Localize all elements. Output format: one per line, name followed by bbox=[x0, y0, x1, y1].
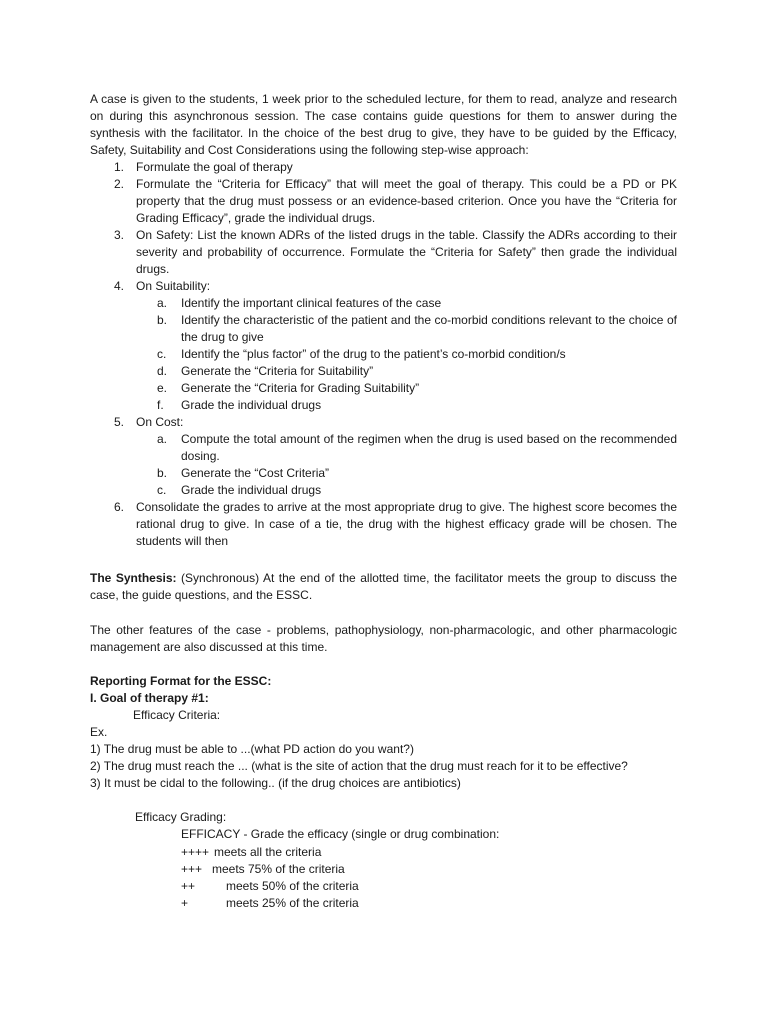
example-label: Ex. bbox=[90, 725, 108, 739]
sub-letter: f. bbox=[157, 398, 164, 412]
grade-text: meets all the criteria bbox=[214, 845, 322, 859]
sub-item bbox=[90, 380, 677, 397]
synthesis-label: The Synthesis: bbox=[90, 571, 177, 585]
step-number: 4. bbox=[114, 279, 125, 293]
grading-intro: EFFICACY - Grade the efficacy (single or drug combination: bbox=[181, 827, 500, 841]
step-item bbox=[90, 278, 677, 295]
sub-item bbox=[90, 312, 677, 346]
step-item bbox=[90, 414, 677, 431]
sub-letter: d. bbox=[157, 364, 168, 378]
sub-letter: e. bbox=[157, 381, 168, 395]
goal-heading: I. Goal of therapy #1: bbox=[90, 691, 209, 705]
step-number: 5. bbox=[114, 415, 125, 429]
grade-symbol: ++ bbox=[181, 879, 196, 893]
example-line: 3) It must be cidal to the following.. (if the drug choices are antibiotics) bbox=[90, 776, 461, 790]
grade-symbol: +++ bbox=[181, 862, 203, 876]
sub-text: Generate the “Criteria for Grading Suitability” bbox=[181, 381, 420, 395]
sub-letter: b. bbox=[157, 466, 168, 480]
step-item bbox=[90, 176, 677, 227]
sub-text: Identify the “plus factor” of the drug to the patient’s co-morbid condition/s bbox=[181, 347, 566, 361]
step-text: Consolidate the grades to arrive at the most appropriate drug to give. The highest score becomes the rational drug to give. In case of a tie, the drug with the highest efficacy grade will be chosen. The students will then bbox=[136, 500, 677, 548]
grade-symbol: ++++ bbox=[181, 845, 210, 859]
step-number: 2. bbox=[114, 177, 125, 191]
sub-text: Identify the characteristic of the patient and the co-morbid conditions relevant to the choice of the drug to give bbox=[181, 313, 677, 344]
sub-text: Generate the “Cost Criteria” bbox=[181, 466, 330, 480]
step-item bbox=[90, 227, 677, 278]
step-item bbox=[90, 499, 677, 550]
synthesis-text: (Synchronous) At the end of the allotted time, the facilitator meets the group to discuss the case, the guide questions, and the ESSC. bbox=[90, 571, 677, 602]
step-text: Formulate the “Criteria for Efficacy” that will meet the goal of therapy. This could be a PD or PK property that the drug must possess or an evidence-based criterion. Once you have the “Criteria for Grading Efficacy”, grade the individual drugs. bbox=[136, 177, 677, 225]
grade-text: meets 50% of the criteria bbox=[226, 879, 359, 893]
grade-text: meets 75% of the criteria bbox=[212, 862, 345, 876]
step-number: 3. bbox=[114, 228, 125, 242]
sub-item bbox=[90, 431, 677, 465]
sub-letter: c. bbox=[157, 483, 167, 497]
example-line: 1) The drug must be able to ...(what PD action do you want?) bbox=[90, 742, 414, 756]
step-text: Formulate the goal of therapy bbox=[136, 160, 293, 174]
step-number: 6. bbox=[114, 500, 125, 514]
sub-item bbox=[90, 482, 677, 499]
efficacy-criteria-label: Efficacy Criteria: bbox=[133, 708, 221, 722]
sub-text: Grade the individual drugs bbox=[181, 483, 322, 497]
step-text: On Suitability: bbox=[136, 279, 211, 293]
sub-letter: a. bbox=[157, 296, 168, 310]
sub-item bbox=[90, 295, 677, 312]
sub-text: Identify the important clinical features of the case bbox=[181, 296, 442, 310]
efficacy-grading-label: Efficacy Grading: bbox=[135, 810, 227, 824]
sub-item bbox=[90, 397, 677, 414]
sub-text: Generate the “Criteria for Suitability” bbox=[181, 364, 374, 378]
sub-letter: a. bbox=[157, 432, 168, 446]
example-line: 2) The drug must reach the ... (what is the site of action that the drug must reach for it to be effective? bbox=[90, 759, 628, 773]
step-text: On Cost: bbox=[136, 415, 184, 429]
sub-letter: c. bbox=[157, 347, 167, 361]
reporting-heading: Reporting Format for the ESSC: bbox=[90, 674, 272, 688]
sub-item bbox=[90, 465, 677, 482]
sub-text: Compute the total amount of the regimen when the drug is used based on the recommended dosing. bbox=[181, 432, 677, 463]
grade-symbol: + bbox=[181, 896, 189, 910]
intro-paragraph: A case is given to the students, 1 week prior to the scheduled lecture, for them to read, analyze and research on during this asynchronous session. The case contains guide questions for them to answer during the synthesis with the facilitator. In the choice of the best drug to give, they have to be guided by the Efficacy, Safety, Suitability and Cost Considerations using the following step-wise approach: bbox=[90, 92, 677, 157]
step-item bbox=[90, 159, 677, 176]
sub-item bbox=[90, 363, 677, 380]
steps-list bbox=[90, 159, 677, 550]
other-features-paragraph: The other features of the case - problems, pathophysiology, non-pharmacologic, and other pharmacologic management are also discussed at this time. bbox=[90, 623, 677, 654]
grade-text: meets 25% of the criteria bbox=[226, 896, 359, 910]
sub-letter: b. bbox=[157, 313, 168, 327]
synthesis-paragraph bbox=[90, 570, 677, 604]
step-text: On Safety: List the known ADRs of the listed drugs in the table. Classify the ADRs according to their severity and probability of occurrence. Formulate the “Criteria for Safety” then grade the individual drugs. bbox=[136, 228, 677, 276]
sub-text: Grade the individual drugs bbox=[181, 398, 322, 412]
sub-item bbox=[90, 346, 677, 363]
step-number: 1. bbox=[114, 160, 125, 174]
